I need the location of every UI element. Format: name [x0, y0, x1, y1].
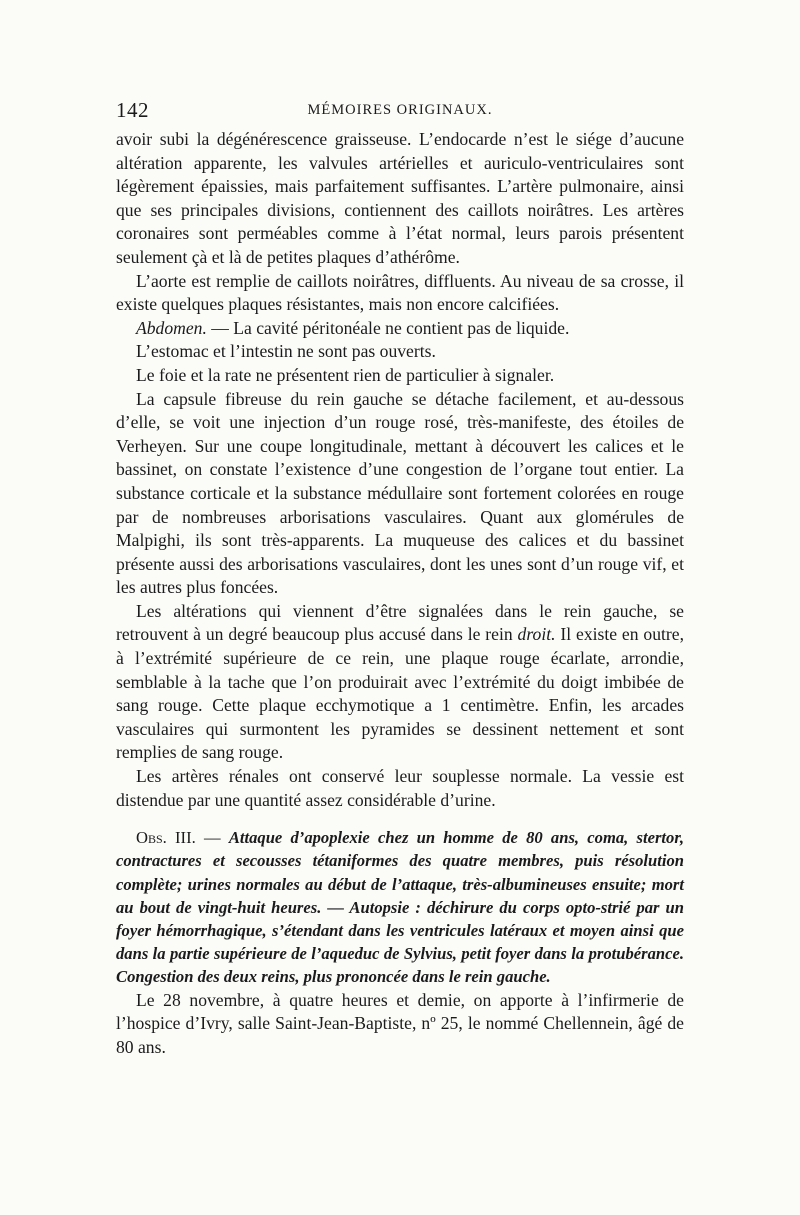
- paragraph-left-kidney: La capsule fibreuse du rein gauche se détache facilement, et au-dessous d’elle, se voit une injection d’un rouge rosé, très-manifeste, des étoiles de Verheyen. Sur une coupe longitudinale, mettant à découvert les calices et le bassinet, on constate l’existence d’une congestion de l’organe tout entier. La substance corticale et la substance médullaire sont fortement colorées en rouge par de nombreuses arborisations vasculaires. Quant aux glomérules de Malpighi, ils sont très-apparents. La muqueuse des calices et du bassinet présente aussi des arborisations vasculaires, dont les unes sont d’un rouge vif, et les autres plus foncées.: [116, 388, 684, 598]
- abdomen-label: Abdomen.: [136, 317, 207, 338]
- observation-summary: [116, 826, 684, 988]
- right-kidney-text-a: Les altérations qui viennent d’être signalées dans le rein gauche, se retrouvent à un degré beaucoup plus accusé dans le rein: [116, 600, 684, 645]
- observation-dash: —: [195, 828, 229, 848]
- paragraph-renal-arteries: Les artères rénales ont conservé leur souplesse normale. La vessie est distendue par une quantité assez considérable d’urine.: [116, 766, 684, 810]
- paragraph-admission: Le 28 novembre, à quatre heures et demie, on apporte à l’infirmerie de l’hospice d’Ivry, salle Saint-Jean-Baptiste, nº 25, le nommé Chellennein, âgé de 80 ans.: [116, 989, 684, 1057]
- paragraph-abdomen: [116, 317, 684, 341]
- paragraph-aorta: L’aorte est remplie de caillots noirâtres, diffluents. Au niveau de sa crosse, il existe quelques plaques résistantes, mais non encore calcifiées.: [116, 270, 684, 315]
- paragraph-right-kidney: [116, 600, 684, 765]
- page-number: 142: [116, 98, 149, 122]
- right-kidney-italic: droit.: [517, 624, 556, 645]
- running-title: MÉMOIRES ORIGINAUX.: [307, 102, 493, 118]
- right-kidney-text-b: Il existe en outre, à l’extrémité supérieure de ce rein, une plaque rouge écarlate, arrondie, semblable à la tache que l’on produirait avec l’extrémité du doigt imbibée de sang rouge. Cette plaque ecchymotique a 1 centimètre. Enfin, les arcades vasculaires qui surmontent les pyramides se dessinent nettement et sont remplies de sang rouge.: [116, 624, 684, 763]
- page: [116, 98, 684, 1059]
- paragraph-heart: avoir subi la dégénérescence graisseuse. L’endocarde n’est le siége d’aucune altération apparente, les valvules artérielles et auriculo-ventriculaires sont légèrement épaissies, mais parfaitement suffisantes. L’artère pulmonaire, ainsi que ses principales divisions, contiennent des caillots noirâtres. Les artères coronaires sont perméables comme à l’état normal, leurs parois présentent seulement çà et là de petites plaques d’athérôme.: [116, 129, 684, 267]
- paragraph-stomach: L’estomac et l’intestin ne sont pas ouverts.: [136, 341, 436, 362]
- paragraph-liver: Le foie et la rate ne présentent rien de particulier à signaler.: [136, 364, 555, 385]
- observation-text: Attaque d’apoplexie chez un homme de 80 ans, coma, stertor, contractures et secousses tétaniformes des quatre membres, puis résolution complète; urines normales au début de l’attaque, très-albumineuses ensuite; mort au bout de vingt-huit heures. — Autopsie : déchirure du corps opto-strié par un foyer hémorrhagique, s’étendant dans les ventricules latéraux et moyen ainsi que dans la partie supérieure de l’aqueduc de Sylvius, petit foyer dans la protubérance. Congestion des deux reins, plus prononcée dans le rein gauche.: [116, 828, 685, 987]
- page-header: [116, 98, 684, 128]
- observation-label: Obs. III.: [136, 828, 196, 848]
- abdomen-text: — La cavité péritonéale ne contient pas de liquide.: [206, 317, 570, 338]
